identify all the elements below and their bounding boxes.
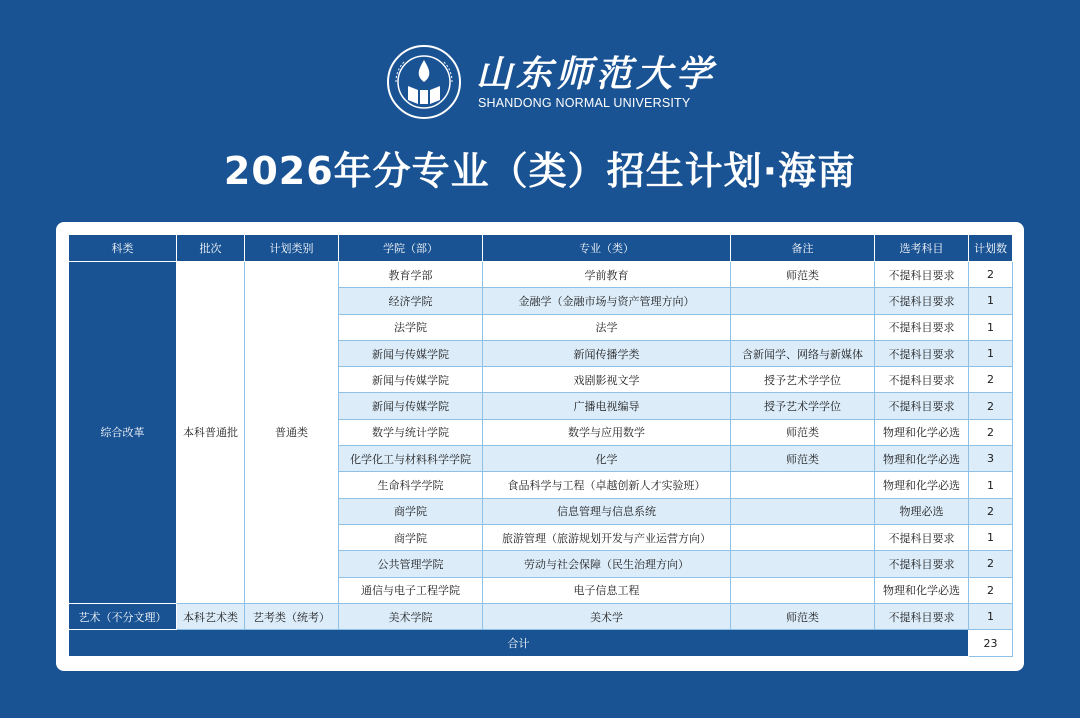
note-cell — [731, 524, 875, 550]
college-cell: 新闻与传媒学院 — [339, 367, 483, 393]
count-cell: 1 — [969, 314, 1013, 340]
major-cell: 美术学 — [483, 603, 731, 629]
total-value: 23 — [969, 630, 1013, 657]
major-cell: 旅游管理（旅游规划开发与产业运营方向） — [483, 524, 731, 550]
major-cell: 电子信息工程 — [483, 577, 731, 603]
enrollment-plan-panel — [56, 222, 1024, 671]
column-header-college: 学院（部） — [339, 235, 483, 262]
subjects-cell: 不提科目要求 — [875, 262, 969, 288]
count-cell: 1 — [969, 524, 1013, 550]
subjects-cell: 不提科目要求 — [875, 524, 969, 550]
subjects-cell: 不提科目要求 — [875, 340, 969, 366]
college-cell: 新闻与传媒学院 — [339, 393, 483, 419]
major-cell: 戏剧影视文学 — [483, 367, 731, 393]
page-title: 2026年分专业（类）招生计划·海南 — [223, 149, 857, 193]
major-cell: 信息管理与信息系统 — [483, 498, 731, 524]
count-cell: 2 — [969, 367, 1013, 393]
subjects-cell: 物理和化学必选 — [875, 472, 969, 498]
category-cell: 综合改革 — [69, 262, 177, 604]
subjects-cell: 不提科目要求 — [875, 314, 969, 340]
subjects-cell: 物理和化学必选 — [875, 577, 969, 603]
note-cell — [731, 288, 875, 314]
plan-type-cell: 艺考类（统考） — [245, 603, 339, 629]
college-cell: 法学院 — [339, 314, 483, 340]
subjects-cell: 物理必选 — [875, 498, 969, 524]
column-header-count: 计划数 — [969, 235, 1013, 262]
count-cell: 1 — [969, 603, 1013, 629]
note-cell: 授予艺术学学位 — [731, 367, 875, 393]
column-header-subjects: 选考科目 — [875, 235, 969, 262]
batch-cell: 本科普通批 — [177, 262, 245, 604]
count-cell: 1 — [969, 288, 1013, 314]
note-cell — [731, 472, 875, 498]
major-cell: 食品科学与工程（卓越创新人才实验班） — [483, 472, 731, 498]
university-emblem-icon — [386, 44, 462, 120]
college-cell: 美术学院 — [339, 603, 483, 629]
column-header-batch: 批次 — [177, 235, 245, 262]
count-cell: 1 — [969, 340, 1013, 366]
count-cell: 1 — [969, 472, 1013, 498]
count-cell: 2 — [969, 551, 1013, 577]
college-cell: 数学与统计学院 — [339, 419, 483, 445]
subjects-cell: 不提科目要求 — [875, 551, 969, 577]
note-cell — [731, 498, 875, 524]
university-name-en: SHANDONG NORMAL UNIVERSITY — [478, 96, 691, 110]
note-cell — [731, 577, 875, 603]
subjects-cell: 不提科目要求 — [875, 603, 969, 629]
note-cell: 含新闻学、网络与新媒体 — [731, 340, 875, 366]
major-cell: 学前教育 — [483, 262, 731, 288]
major-cell: 数学与应用数学 — [483, 419, 731, 445]
note-cell: 授予艺术学学位 — [731, 393, 875, 419]
count-cell: 2 — [969, 419, 1013, 445]
note-cell — [731, 551, 875, 577]
university-logo — [386, 40, 717, 120]
college-cell: 教育学部 — [339, 262, 483, 288]
subjects-cell: 不提科目要求 — [875, 288, 969, 314]
count-cell: 3 — [969, 446, 1013, 472]
page-header — [0, 0, 1080, 220]
note-cell: 师范类 — [731, 446, 875, 472]
note-cell: 师范类 — [731, 262, 875, 288]
column-header-major: 专业（类） — [483, 235, 731, 262]
major-cell: 劳动与社会保障（民生治理方向） — [483, 551, 731, 577]
college-cell: 公共管理学院 — [339, 551, 483, 577]
major-cell: 化学 — [483, 446, 731, 472]
major-cell: 法学 — [483, 314, 731, 340]
count-cell: 2 — [969, 393, 1013, 419]
college-cell: 通信与电子工程学院 — [339, 577, 483, 603]
subjects-cell: 物理和化学必选 — [875, 419, 969, 445]
column-header-category: 科类 — [69, 235, 177, 262]
college-cell: 化学化工与材料科学学院 — [339, 446, 483, 472]
note-cell — [731, 314, 875, 340]
column-header-note: 备注 — [731, 235, 875, 262]
subjects-cell: 不提科目要求 — [875, 367, 969, 393]
note-cell: 师范类 — [731, 603, 875, 629]
university-name-cn: 山东师范大学 — [476, 53, 717, 95]
table-row-art — [69, 603, 1013, 629]
total-label: 合计 — [69, 630, 969, 657]
count-cell: 2 — [969, 498, 1013, 524]
count-cell: 2 — [969, 262, 1013, 288]
column-header-plan-type: 计划类别 — [245, 235, 339, 262]
table-row — [69, 262, 1013, 288]
major-cell: 新闻传播学类 — [483, 340, 731, 366]
batch-cell: 本科艺术类 — [177, 603, 245, 629]
category-cell: 艺术（不分文理） — [69, 603, 177, 629]
college-cell: 商学院 — [339, 498, 483, 524]
college-cell: 经济学院 — [339, 288, 483, 314]
major-cell: 广播电视编导 — [483, 393, 731, 419]
table-total-row — [69, 630, 1013, 657]
enrollment-plan-table — [68, 234, 1013, 657]
note-cell: 师范类 — [731, 419, 875, 445]
college-cell: 商学院 — [339, 524, 483, 550]
subjects-cell: 不提科目要求 — [875, 393, 969, 419]
college-cell: 生命科学学院 — [339, 472, 483, 498]
subjects-cell: 物理和化学必选 — [875, 446, 969, 472]
plan-type-cell: 普通类 — [245, 262, 339, 604]
major-cell: 金融学（金融市场与资产管理方向） — [483, 288, 731, 314]
count-cell: 2 — [969, 577, 1013, 603]
table-header-row — [69, 235, 1013, 262]
college-cell: 新闻与传媒学院 — [339, 340, 483, 366]
